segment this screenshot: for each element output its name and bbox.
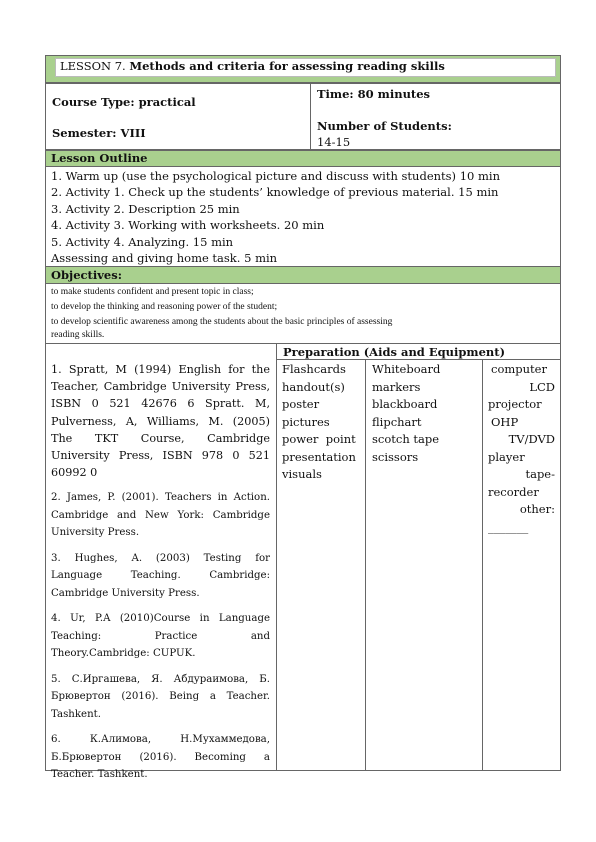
- outline-item: 5. Activity 4. Analyzing. 15 min: [51, 235, 234, 249]
- reference-item: 4. Ur, P.A (2010)Course in Language Teaching: Practice and Theory.Cambridge: CUPUK.: [51, 613, 270, 660]
- prep-item: _______: [488, 519, 529, 534]
- divider-col1: [365, 359, 366, 771]
- objectives-heading: Objectives:: [51, 268, 122, 282]
- references: [51, 361, 270, 792]
- prep-item: OHP: [491, 414, 519, 429]
- divider-col2: [482, 359, 483, 771]
- students-value: 14-15: [317, 135, 351, 149]
- prep-item: presentation: [282, 449, 356, 464]
- prep-item: markers: [372, 379, 421, 394]
- outline-item: 4. Activity 3. Working with worksheets. 20 min: [51, 218, 325, 232]
- preparation-heading: Preparation (Aids and Equipment): [283, 345, 506, 359]
- prep-item: handout(s): [282, 379, 345, 394]
- semester: Semester: VIII: [52, 126, 146, 140]
- prep-item: Whiteboard: [372, 362, 441, 376]
- prep-col-equipment: [488, 361, 555, 536]
- prep-col-aids: [282, 361, 362, 484]
- objectives-heading-bar: [45, 266, 561, 284]
- prep-item: tape-: [525, 467, 555, 481]
- prep-item: LCD: [529, 379, 555, 394]
- prep-item: flipchart: [372, 414, 422, 429]
- outline-item: Assessing and giving home task. 5 min: [51, 251, 278, 265]
- reference-item: 6. К.Алимова, Н.Мухаммедова, Б.Брювертон (2016). Becoming a Teacher. Tashkent.: [51, 734, 270, 781]
- prep-item: poster: [282, 397, 320, 411]
- prep-item: Flashcards: [282, 362, 346, 376]
- prep-item: blackboard: [372, 397, 438, 411]
- prep-item: recorder: [488, 484, 539, 499]
- prep-item: power point: [282, 432, 356, 446]
- course-type: Course Type: practical: [52, 95, 196, 109]
- divider-refs: [276, 343, 277, 771]
- prep-item: other:: [519, 502, 555, 516]
- reference-item: 1. Spratt, M (1994) English for the Teacher, Cambridge University Press, ISBN 0 521 42676 6 Spratt. M, Pulverness, A, Williams, M. (2005) The TKT Course, Cambridge University Press, ISBN 978 0 521 60992 0: [51, 363, 270, 480]
- reference-item: 3. Hughes, A. (2003) Testing for Language Teaching. Cambridge: Cambridge University Press.: [51, 552, 270, 599]
- reference-item: 5. С.Иргашева, Я. Абдураимова, Б. Брювертон (2016). Being a Teacher. Tashkent.: [51, 673, 270, 720]
- prep-item: TV/DVD: [508, 432, 555, 446]
- prep-item: scissors: [372, 449, 419, 464]
- prep-item: player: [488, 449, 525, 464]
- prep-item: computer: [491, 362, 547, 376]
- prep-item: visuals: [282, 467, 322, 481]
- objective-item: to develop the thinking and reasoning power of the student;: [51, 302, 278, 312]
- lesson-name: Methods and criteria for assessing reading skills: [129, 59, 445, 73]
- reference-item: 2. James, P. (2001). Teachers in Action. Cambridge and New York: Cambridge University Press.: [51, 492, 270, 539]
- prep-col-board: [372, 361, 477, 466]
- lesson-prefix: LESSON 7.: [60, 59, 126, 73]
- time: Time: 80 minutes: [317, 87, 431, 101]
- objective-item: reading skills.: [51, 330, 105, 340]
- students-label: Number of Students:: [317, 119, 452, 133]
- prep-item: projector: [488, 397, 542, 411]
- outline-item: 3. Activity 2. Description 25 min: [51, 202, 240, 216]
- lesson-title: [60, 58, 445, 74]
- prep-item: pictures: [282, 414, 330, 429]
- outline-item: 2. Activity 1. Check up the students’ knowledge of previous material. 15 min: [51, 185, 499, 199]
- outline-item: 1. Warm up (use the psychological picture and discuss with students) 10 min: [51, 169, 500, 183]
- outline-heading: Lesson Outline: [51, 151, 148, 165]
- prep-item: scotch tape: [372, 432, 440, 446]
- objective-item: to make students confident and present topic in class;: [51, 287, 254, 297]
- objective-item: to develop scientific awareness among the students about the basic principles of assessing: [51, 317, 393, 327]
